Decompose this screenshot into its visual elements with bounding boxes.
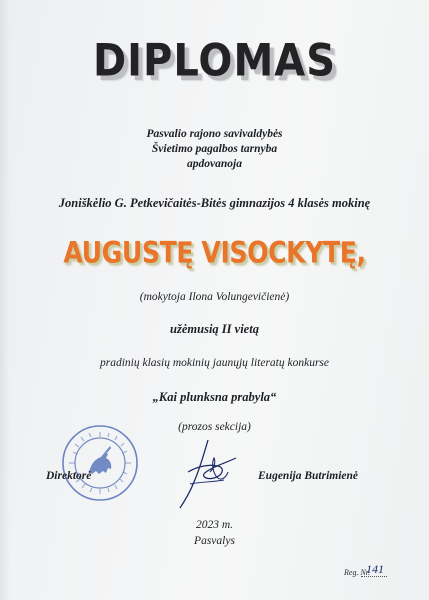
issuer-line-3: apdovanoja: [187, 158, 242, 170]
city: Pasvalys: [194, 535, 235, 547]
place-line: užėmusią II vietą: [170, 322, 259, 336]
director-signature: [170, 432, 250, 512]
signature-scribble-icon: [170, 432, 250, 512]
issuer-line-2: Švietimo pagalbos tarnyba: [151, 143, 278, 155]
contest-line: pradinių klasių mokinių jaunųjų literatų konkurse: [99, 357, 330, 369]
stamp-seal-icon: [61, 424, 139, 502]
official-stamp: [61, 424, 139, 502]
issuer-line-1: Pasvalio rajono savivaldybės: [146, 128, 283, 140]
registration-label: Reg. Nr.: [344, 568, 370, 577]
section-line: (prozos sekcija): [178, 421, 251, 433]
diploma-title: DIPLOMAS: [92, 35, 337, 87]
contest-name: „Kai plunksna prabyla“: [152, 390, 277, 404]
director-name: Eugenija Butrimienė: [258, 470, 359, 482]
year: 2023 m.: [195, 519, 234, 531]
teacher-line: (mokytoja Ilona Volungevičienė): [139, 291, 290, 303]
registration-underline: [361, 576, 387, 577]
student-description: Joniškėlio G. Petkevičaitės-Bitės gimnazijos 4 klasės mokinę: [58, 196, 371, 210]
registration-number: 141: [366, 562, 384, 576]
director-label: Direktorė: [46, 470, 92, 482]
student-name: AUGUSTĘ VISOCKYTĘ,: [63, 235, 366, 270]
